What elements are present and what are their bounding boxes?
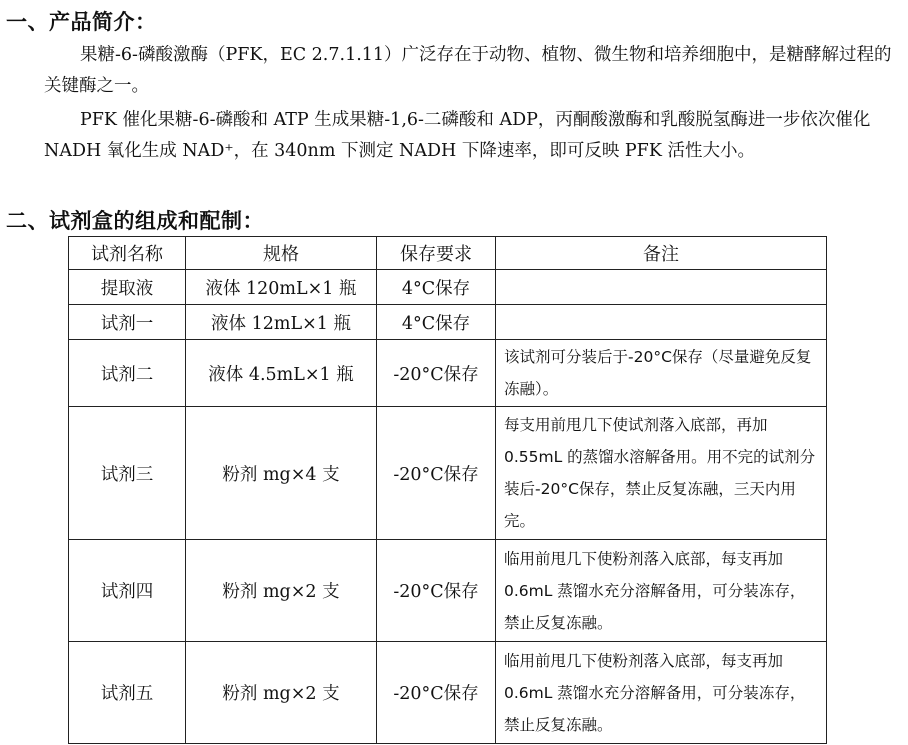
cell-spec: 粉剂 mg×4 支 [186, 407, 377, 540]
intro-paragraph-1 [44, 40, 894, 102]
cell-reagent-name: 试剂二 [69, 340, 186, 407]
table-header-row [69, 237, 827, 270]
cell-note: 该试剂可分装后于-20°C保存（尽量避免反复冻融）。 [496, 340, 827, 407]
cell-note: 临用前甩几下使粉剂落入底部，每支再加 0.6mL 蒸馏水充分溶解备用，可分装冻存，禁止反复冻融。 [496, 642, 827, 744]
cell-storage: -20°C保存 [377, 642, 496, 744]
cell-note [496, 270, 827, 305]
table-row [69, 540, 827, 642]
header-spec: 规格 [186, 237, 377, 270]
cell-spec: 粉剂 mg×2 支 [186, 642, 377, 744]
table-row [69, 642, 827, 744]
intro-paragraph-1-text: 果糖-6-磷酸激酶（PFK，EC 2.7.1.11）广泛存在于动物、植物、微生物和培养细胞中，是糖酵解过程的关键酶之一。 [44, 45, 892, 96]
cell-storage: 4°C保存 [377, 305, 496, 340]
cell-note: 临用前甩几下使粉剂落入底部，每支再加 0.6mL 蒸馏水充分溶解备用，可分装冻存，禁止反复冻融。 [496, 540, 827, 642]
cell-reagent-name: 试剂五 [69, 642, 186, 744]
cell-spec: 液体 12mL×1 瓶 [186, 305, 377, 340]
reagent-table [68, 236, 827, 744]
section-title-kit-composition: 二、试剂盒的组成和配制： [6, 209, 264, 233]
cell-reagent-name: 试剂三 [69, 407, 186, 540]
header-reagent-name: 试剂名称 [69, 237, 186, 270]
cell-storage: -20°C保存 [377, 340, 496, 407]
cell-storage: 4°C保存 [377, 270, 496, 305]
section-title-product-intro: 一、产品简介： [6, 10, 157, 34]
cell-reagent-name: 试剂一 [69, 305, 186, 340]
table-row [69, 270, 827, 305]
table-row [69, 340, 827, 407]
cell-spec: 粉剂 mg×2 支 [186, 540, 377, 642]
cell-note: 每支用前甩几下使试剂落入底部，再加 0.55mL 的蒸馏水溶解备用。用不完的试剂分装后-20°C保存，禁止反复冻融，三天内用完。 [496, 407, 827, 540]
table-row [69, 305, 827, 340]
cell-spec: 液体 4.5mL×1 瓶 [186, 340, 377, 407]
header-notes: 备注 [496, 237, 827, 270]
intro-paragraph-2 [44, 105, 894, 167]
cell-storage: -20°C保存 [377, 540, 496, 642]
header-storage: 保存要求 [377, 237, 496, 270]
cell-reagent-name: 提取液 [69, 270, 186, 305]
intro-paragraph-2-text: PFK 催化果糖-6-磷酸和 ATP 生成果糖-1,6-二磷酸和 ADP，丙酮酸激酶和乳酸脱氢酶进一步依次催化 NADH 氧化生成 NAD⁺，在 340nm 下测定 NADH 下降速率，即可反映 PFK 活性大小。 [44, 110, 871, 161]
cell-storage: -20°C保存 [377, 407, 496, 540]
cell-note [496, 305, 827, 340]
cell-reagent-name: 试剂四 [69, 540, 186, 642]
table-row [69, 407, 827, 540]
cell-spec: 液体 120mL×1 瓶 [186, 270, 377, 305]
